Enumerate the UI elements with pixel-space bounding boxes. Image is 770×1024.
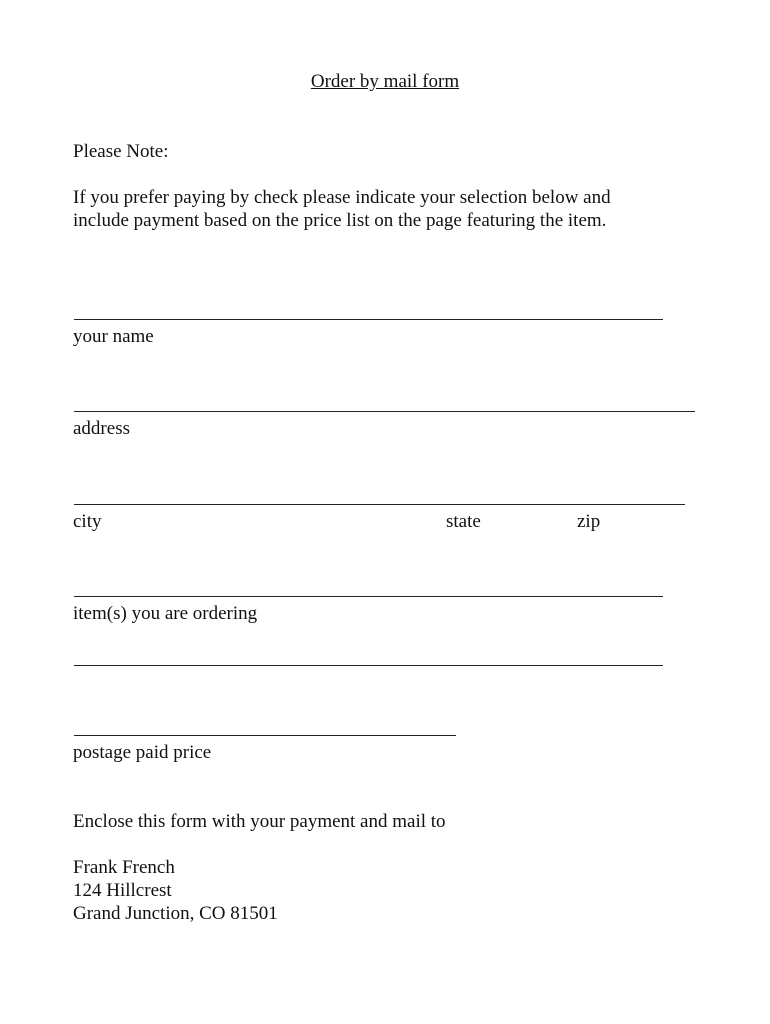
zip-label: zip [577,511,601,532]
page-title-text: Order by mail form [310,71,460,92]
address-blank-line[interactable] [74,411,695,412]
price-blank-line[interactable] [74,735,456,736]
mail-address-line-1: Frank French [73,857,175,878]
mail-instruction: Enclose this form with your payment and mail to [73,811,446,832]
note-text-line-2: include payment based on the price list on the page featuring the item. [73,210,607,231]
city-state-zip-blank-line[interactable] [74,504,685,505]
note-heading: Please Note: [73,141,169,162]
city-label: city [73,511,102,532]
name-label: your name [73,326,154,347]
state-label: state [446,511,481,532]
name-blank-line[interactable] [74,319,663,320]
items-blank-line-1[interactable] [74,596,663,597]
mail-address-line-3: Grand Junction, CO 81501 [73,903,278,924]
items-label: item(s) you are ordering [73,603,258,624]
mail-address-line-2: 124 Hillcrest [73,880,172,901]
items-blank-line-2[interactable] [74,665,663,666]
note-text-line-1: If you prefer paying by check please indicate your selection below and [73,187,611,208]
address-label: address [73,418,130,439]
price-label: postage paid price [73,742,212,763]
page-title [0,70,770,93]
